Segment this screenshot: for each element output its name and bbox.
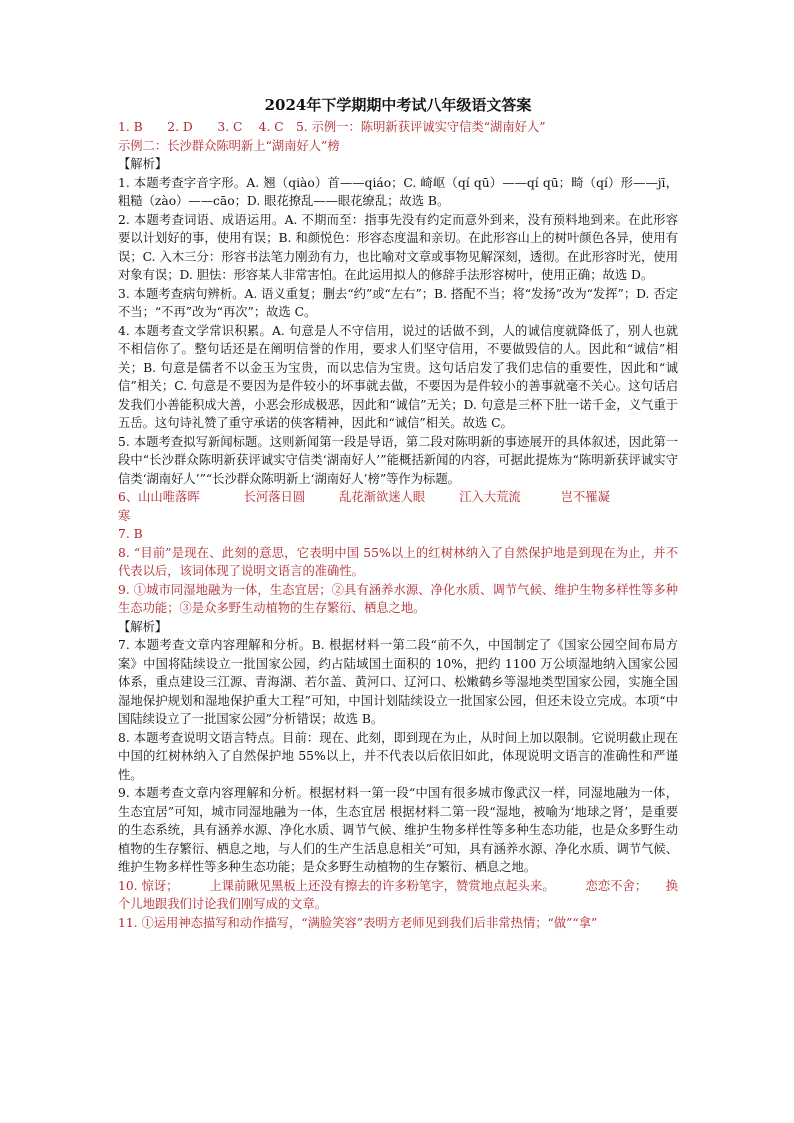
analysis-q1: 1. 本题考查字音字形。A. 翘（qiào）首——qiáo；C. 崎岖（qí qū）——qí qū；畸（qí）形——jī，粗糙（zào）——cāo；D. 眼花撩乱——眼花缭乱；故选 B。 bbox=[118, 175, 678, 208]
answers-5-example-2: 示例二：长沙群众陈明新上“湖南好人”榜 bbox=[118, 138, 340, 153]
analysis-q2: 2. 本题考查词语、成语运用。A. 不期而至：指事先没有约定而意外到来，没有预料地到来。在此形容要以计划好的事，使用有误；B. 和颜悦色：形容态度温和亲切。在此形容山上的树叶颜色各异，使用有误；C. 入木三分：形容书法笔力刚劲有力，也比喻对文章或事物见解深刻，透彻。在此形容时光，使用对象有误；D. 胆怯：形容某人非常害怕。在此运用拟人的修辞手法形容树叶，使用正确；故选 D。 bbox=[118, 212, 678, 282]
analysis-q4: 4. 本题考查文学常识积累。A. 句意是人不守信用，说过的话做不到，人的诚信度就降低了，别人也就不相信你了。整句话还是在阐明信誉的作用，要求人们坚守信用，不要做毁信的人。因此和“诚信”相关；B. 句意是儒者不以金玉为宝贵，而以忠信为宝贵。这句话启发了我们忠信的重要性，因此和“诚信”相关；C. 句意是不要因为是件较小的坏事就去做，不要因为是件较小的善事就毫不关心。这句话启发我们小善能积成大善，小恶会形成极恶，因此和“诚信”无关；D. 句意是三杯下肚一诺千金，义气重于五岳。这句诗礼赞了重守承诺的侠客精神，因此和“诚信”相关。故选 C。 bbox=[118, 323, 678, 430]
answer-6-item: 山山唯落晖 bbox=[138, 490, 200, 504]
analysis-q3: 3. 本题考查病句辨析。A. 语义重复；删去“约”或“左右”；B. 搭配不当；将“发扬”改为“发挥”；D. 否定不当；“不再”改为“再次”；故选 C。 bbox=[118, 286, 678, 319]
analysis-q9: 9. 本题考查文章内容理解和分析。根据材料一第一段“中国有很多城市像武汉一样，同湿地融为一体，生态宜居”可知，城市同湿地融为一体，生态宜居 根据材料二第一段“湿地，被喻为‘地球之肾’，是重要的生态系统，具有涵养水源、净化水质、调节气候、维护生物多样性等多种生态功能，也是众多野生动植物的生存繁衍、栖息之地，与人们的生产生活息息相关”可知，具有涵养水源、净化水质、调节气候、维护生物多样性等多种生态功能；是众多野生动植物的生存繁衍、栖息之地。 bbox=[118, 786, 678, 874]
answer-8: 8. “目前”是现在、此刻的意思，它表明中国 55%以上的红树林纳入了自然保护地是到现在为止，并不代表以后，该词体现了说明文语言的准确性。 bbox=[118, 545, 678, 578]
analysis-heading-2: 【解析】 bbox=[118, 619, 168, 634]
answer-6-item: 岂不罹凝 bbox=[560, 490, 610, 504]
answer-6-item: 长河落日圆 bbox=[243, 490, 306, 504]
answer-sheet bbox=[118, 94, 678, 932]
answer-11-lead: 11. ①运用神态描写和动作描写， bbox=[118, 915, 302, 930]
answer-11-quote: “满脸笑容”表明方老师见到我们后非常热情；“做”“拿” bbox=[301, 915, 598, 930]
analysis-q8: 8. 本题考查说明文语言特点。目前：现在、此刻，即到现在为止，从时间上加以限制。它说明截止现在中国的红树林纳入了自然保护地 55%以上，并不代表以后依旧如此，体现说明文语言的准确性和严谨性。 bbox=[118, 730, 678, 782]
answer-6 bbox=[118, 488, 678, 507]
answer-6-item: 江入大荒流 bbox=[459, 490, 521, 504]
answer-6-continued: 寒 bbox=[118, 508, 131, 523]
answer-7: 7. B bbox=[118, 527, 143, 541]
answers-1-5: 1. B 2. D 3. C 4. C 5. 示例一：陈明新获评诚实守信类“湖南好人” bbox=[118, 120, 546, 134]
analysis-q7: 7. 本题考查文章内容理解和分析。B. 根据材料一第二段“前不久，中国制定了《国家公园空间布局方案》中国将陆续设立一批国家公园，约占陆域国土面积的 10%，把约 1100 万公顷湿地纳入国家公园体系，重点建设三江源、青海湖、若尔盖、黄河口、辽河口、松嫩鹤乡等湿地类型国家公园，实施全国湿地保护规划和湿地保护重大工程”可知，中国计划陆续设立一批国家公园，但还未设立完成。本项“中国陆续设立了一批国家公园”分析错误；故选 B。 bbox=[118, 638, 678, 726]
answer-9: 9. ①城市同湿地融为一体，生态宜居；②具有涵养水源、净化水质、调节气候、维护生物多样性等多种生态功能；③是众多野生动植物的生存繁衍、栖息之地。 bbox=[118, 582, 678, 615]
answer-11 bbox=[118, 914, 678, 933]
analysis-heading: 【解析】 bbox=[118, 157, 168, 171]
page-title: 2024年下学期期中考试八年级语文答案 bbox=[264, 96, 532, 114]
answer-6-number: 6、 bbox=[118, 490, 139, 504]
answer-10: 10. 惊讶； 上课前瞅见黑板上还没有擦去的许多粉笔字，赞赏地点起头来。 恋恋不舍； 换个儿地跟我们讨论我们刚写成的文章。 bbox=[118, 878, 678, 911]
answer-6-item: 乱花渐欲迷人眼 bbox=[339, 490, 426, 504]
analysis-q5: 5. 本题考查拟写新闻标题。这则新闻第一段是导语，第二段对陈明新的事迹展开的具体叙述，因此第一段中“长沙群众陈明新获评诚实守信类‘湖南好人’”能概括新闻的内容，可据此提炼为“陈明新获评诚实守信类‘湖南好人’”“长沙群众陈明新上‘湖南好人’榜”等作为标题。 bbox=[118, 434, 678, 486]
